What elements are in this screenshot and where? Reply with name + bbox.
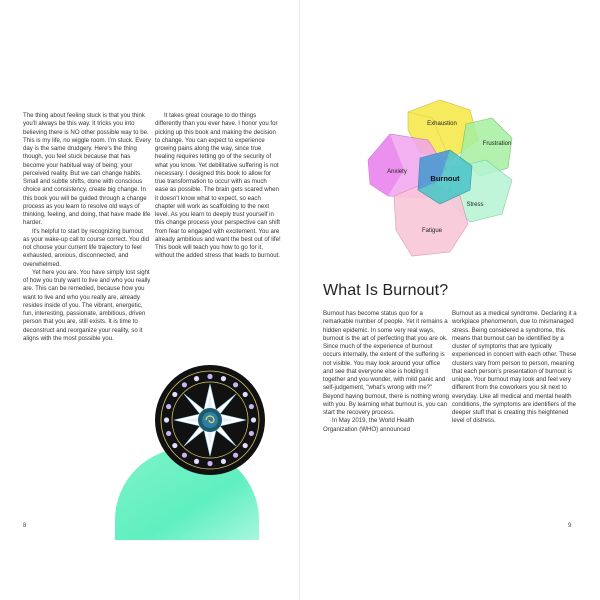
burnout-diagram: [300, 0, 600, 280]
paragraph: It's helpful to start by recognizing burnout as your wake-up call to course correct. You did not choose your current life trajectory to feel exhausted, anxious, disconnected, and overwhelmed.: [23, 227, 150, 268]
paragraph: Yet here you are. You have simply lost sight of how you truly want to live and who you really are. This can be remedied, because how you want to live and who you really are, already resides inside of you. The vibrant, energetic, fun, interesting, passionate, ambitious, driven person that you are, still exists. It is time to deconstruct and reorganize your reality, so it aligns with the most possible you.: [23, 268, 151, 342]
page-number: 9: [568, 523, 572, 529]
paragraph: Burnout has become status quo for a remarkable number of people. Yet it remains a hidden epidemic. In some very real ways, burnout is the art of perfecting that you are ok. Since much of the experience of burnout occurs internally, the extent of the suffering is not visible. You may look around your office and see that everyone else is holding it together and you wonder, with mild panic and self-judgement, "what's wrong with me?" Beyond having burnout, there is nothing wrong with you. By learning what burnout is, you can start the recovery process.: [323, 310, 450, 416]
mandala-dot: [172, 443, 177, 448]
right-page: [300, 0, 600, 600]
mandala-dot: [166, 431, 171, 436]
mandala-dot: [164, 417, 169, 422]
mandala-dot: [221, 376, 226, 381]
mandala-dot: [194, 376, 199, 381]
diagram-label-stress: Stress: [466, 202, 484, 208]
diagram-label-frustration: Frustration: [482, 141, 512, 147]
page-number: 8: [23, 523, 27, 529]
paragraph: The thing about feeling stuck is that you think you'll always be this way. It tricks you into believing there is NO other possible way to be. This is my life, no wiggle room. I'm stuck. Every day is the same drudgery. Here's the thing though, you feel stuck because that has become your habitual way of being; your perceived reality. But we can change habits. Small and subtle shifts, done with conscious choice and consistency, create big change. In this book you will be guided through a change process as you learn to resolve old ways of thinking, feeling, and doing, that have made life harder.: [23, 112, 151, 227]
mandala-dot: [166, 404, 171, 409]
mandala-dot: [233, 382, 238, 387]
mandala-dot: [251, 417, 256, 422]
mandala-dot: [243, 392, 248, 397]
right-text-column-1: [323, 310, 450, 434]
diagram-label-anxiety: Anxiety: [387, 169, 407, 175]
mandala-dot: [207, 461, 212, 466]
mandala-dot: [243, 443, 248, 448]
mandala-dot: [207, 374, 212, 379]
paragraph: It takes great courage to do things differently than you ever have. I honor you for picking up this book and making the decision to change. You can expect to experience growing pains along the way, since true healing requires letting go of the security of what you know. Yet debilitative suffering is not necessary. I designed this book to allow for true transformation to occur with as much ease as possible. The brain gets scared when it doesn't know what to expect, so each chapter will work as scaffolding to the next level. As you learn to deeply trust yourself in this change process your perspective can shift from fear to engaged with excitement. You are already ambitious and want the best out of life! This book will teach you how to go for it, without the added stress that leads to burnout.: [155, 112, 281, 260]
diagram-label-fatigue: Fatigue: [421, 228, 443, 234]
mandala-dot: [194, 459, 199, 464]
mandala-dot: [182, 382, 187, 387]
section-heading: What Is Burnout?: [323, 282, 449, 299]
mandala-dot: [221, 459, 226, 464]
mandala-dot: [172, 392, 177, 397]
right-text-column-2: [452, 310, 578, 426]
paragraph: In May 2019, the World Health Organization (WHO) announced: [323, 417, 415, 433]
diagram-label-burnout: Burnout: [430, 174, 460, 183]
mandala-dot: [249, 404, 254, 409]
diagram-label-exhaustion: Exhaustion: [427, 121, 457, 127]
mandala-dot: [249, 431, 254, 436]
mandala-dot: [182, 453, 187, 458]
mandala-dot: [233, 453, 238, 458]
mandala-disc: [155, 365, 265, 475]
paragraph: Burnout as a medical syndrome. Declaring it a workplace phenomenon, due to mismanaged stress. Being considered a syndrome, this means that burnout can be identified by a cluster of symptoms that are typically experienced in concert with each other. These clusters vary from person to person, meaning that each person's presentation of burnout is unique. Your burnout may look and feel very different from the coworkers you sit next to everyday. Like all medical and mental health conditions, the symptoms are identifiers of the deeper stuff that is creating this heightened level of distress.: [452, 310, 577, 425]
